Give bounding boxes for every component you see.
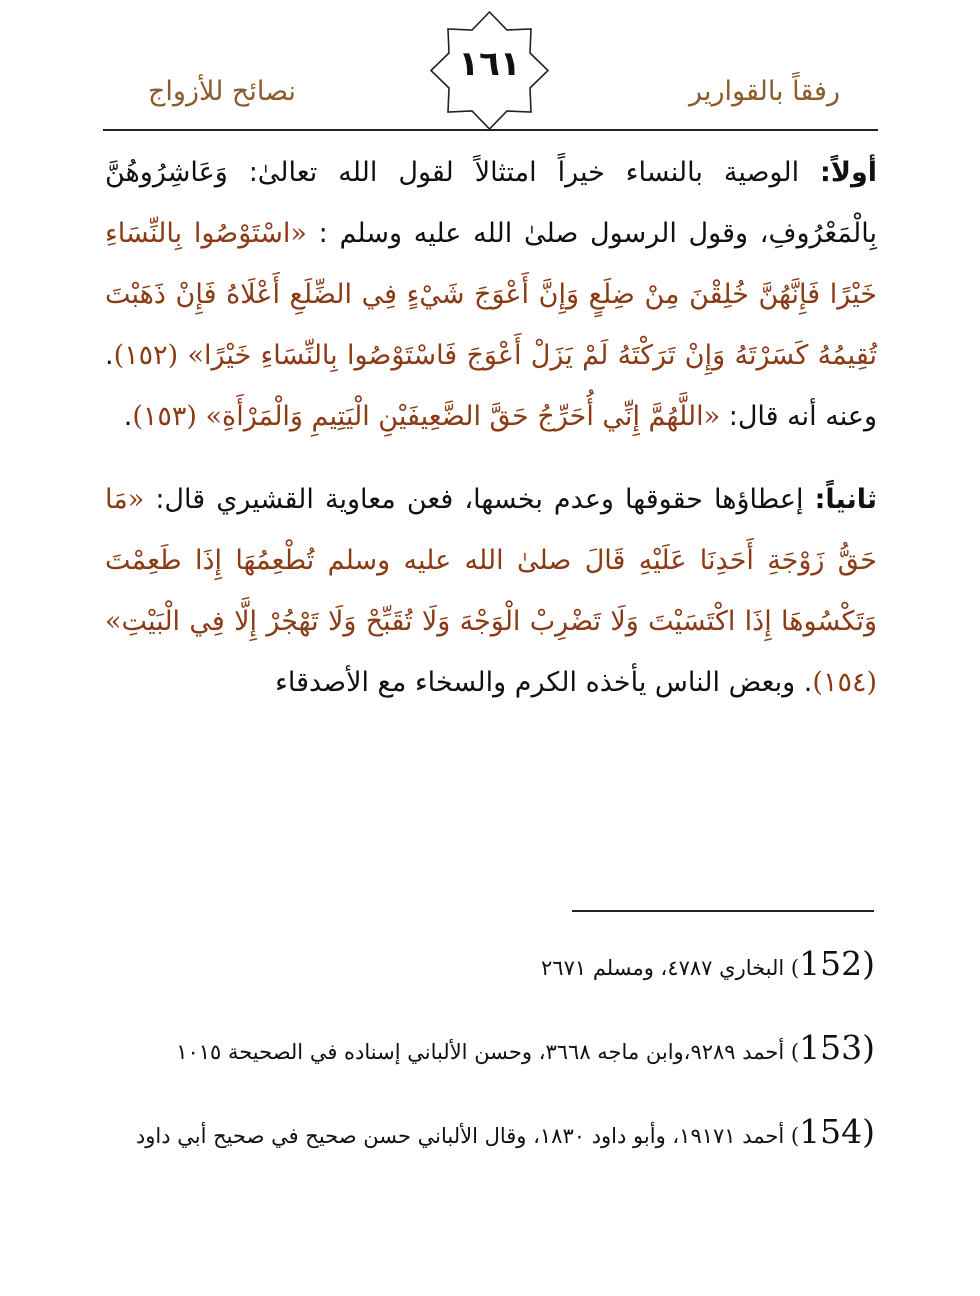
page-header: [0, 0, 980, 140]
footnote-paren: ): [790, 956, 800, 980]
footnote-reference: (١٥٤): [812, 667, 877, 698]
footnote-paren: ): [790, 1124, 800, 1148]
footnote-number: (154: [799, 1112, 875, 1151]
paragraph-text: . وبعض الناس يأخذه الكرم والسخاء مع الأصدقاء: [275, 667, 813, 698]
paragraph-lead: أولاً:: [820, 157, 877, 188]
paragraph-text: . وعنه أنه قال:: [105, 340, 877, 432]
header-rule: [103, 129, 878, 131]
paragraph-text: ، وقول الرسول صلىٰ الله عليه وسلم :: [306, 218, 769, 249]
footnote-number: (153: [799, 1028, 875, 1067]
hadith-text: «اسْتَوْصُوا بِالنِّسَاءِ خَيْرًا فَإِنَّهُنَّ خُلِقْنَ مِنْ ضِلَعٍ وَإِنَّ أَعْوَجَ شَيْءٍ فِي الضِّلَعِ أَعْلَاهُ فَإِنْ ذَهَبْتَ تُقِيمُهُ كَسَرْتَهُ وَإِنْ تَرَكْتَهُ لَمْ يَزَلْ أَعْوَجَ فَاسْتَوْصُوا بِالنِّسَاءِ خَيْرًا»: [105, 218, 877, 371]
footnote-text: أحمد ١٩١٧١، وأبو داود ١٨٣٠، وقال الألباني حسن صحيح في صحيح أبي داود: [135, 1124, 791, 1148]
footnotes: [105, 935, 875, 1187]
quran-verse: وَعَاشِرُوهُنَّ بِالْمَعْرُوفِ: [105, 157, 877, 249]
footnote-152: [105, 935, 875, 997]
footnote-reference: (١٥٣): [132, 401, 206, 432]
footnote-153: [105, 1019, 875, 1081]
footnote-paren: ): [790, 1040, 800, 1064]
main-text: [105, 142, 877, 713]
footnote-text: البخاري ٤٧٨٧، ومسلم ٢٦٧١: [541, 956, 791, 980]
running-title-chapter: نصائح للأزواج: [148, 76, 297, 107]
footnote-number: (152: [799, 944, 875, 983]
paragraph-text: الوصية بالنساء خيراً امتثالاً لقول الله تعالىٰ:: [227, 157, 821, 188]
paragraph-text: إعطاؤها حقوقها وعدم بخسها، فعن معاوية القشيري قال:: [144, 484, 815, 515]
footnote-154: [105, 1103, 875, 1165]
paragraph-first: [105, 142, 877, 447]
paragraph-second: [105, 469, 877, 713]
footnote-text: أحمد ٩٢٨٩،وابن ماجه ٣٦٦٨، وحسن الألباني إسناده في الصحيحة ١٠١٥: [176, 1040, 791, 1064]
paragraph-lead: ثانياً:: [814, 484, 877, 515]
running-title-book: رفقاً بالقوارير: [689, 76, 840, 107]
footnote-rule: [572, 910, 874, 912]
paragraph-text: .: [123, 401, 133, 432]
footnote-reference: (١٥٢): [113, 340, 188, 371]
hadith-text: «اللَّهُمَّ إِنِّي أُحَرِّجُ حَقَّ الضَّعِيفَيْنِ الْيَتِيمِ وَالْمَرْأَةِ»: [205, 401, 721, 432]
hadith-text: «مَا حَقُّ زَوْجَةِ أَحَدِنَا عَلَيْهِ قَالَ صلىٰ الله عليه وسلم تُطْعِمُهَا إِذَا طَعِمْتَ وَتَكْسُوهَا إِذَا اكْتَسَيْتَ وَلَا تَضْرِبْ الْوَجْهَ وَلَا تُقَبِّحْ وَلَا تَهْجُرْ إِلَّا فِي الْبَيْتِ»: [105, 484, 877, 637]
page-number: ١٦١: [458, 44, 521, 84]
